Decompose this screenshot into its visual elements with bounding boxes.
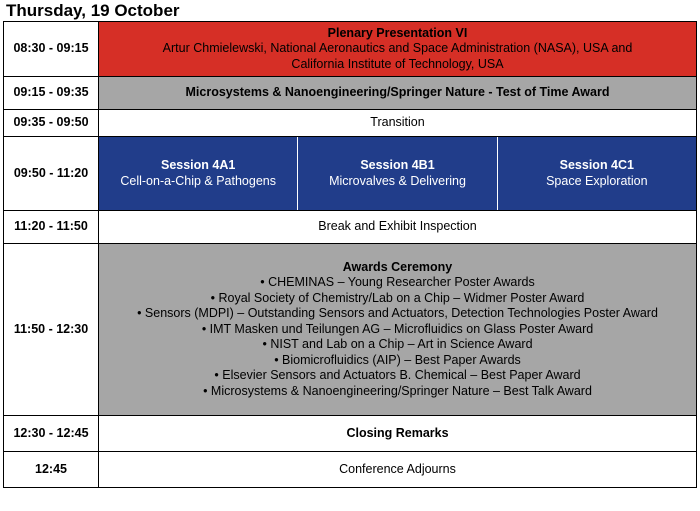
award-item: • Biomicrofluidics (AIP) – Best Paper Awards	[274, 352, 521, 367]
session-code: Session 4C1	[559, 158, 634, 172]
time-cell: 08:30 - 09:15	[4, 22, 99, 77]
award-item: • IMT Masken und Teilungen AG – Microfluidics on Glass Poster Award	[201, 321, 594, 336]
award-item: • Microsystems & Nanoengineering/Springer Nature – Best Talk Award	[203, 383, 592, 398]
session-code: Session 4B1	[360, 158, 435, 172]
row-closing	[4, 416, 697, 452]
plenary-speaker-line-2: California Institute of Technology, USA	[291, 56, 504, 71]
plenary-speaker-line-1: Artur Chmielewski, National Aeronautics and Space Administration (NASA), USA and	[162, 41, 633, 56]
award-item: • Royal Society of Chemistry/Lab on a Chip – Widmer Poster Award	[210, 290, 585, 305]
time-cell: 09:35 - 09:50	[4, 110, 99, 137]
transition-cell: Transition	[99, 110, 697, 137]
row-break	[4, 211, 697, 244]
row-adjourn	[4, 452, 697, 488]
sessions-cell	[99, 137, 697, 211]
schedule-table	[3, 21, 697, 488]
session-topic: Microvalves & Delivering	[329, 173, 466, 188]
row-plenary	[4, 22, 697, 77]
adjourn-cell: Conference Adjourns	[99, 452, 697, 488]
time-cell: 11:20 - 11:50	[4, 211, 99, 244]
time-cell: 09:50 - 11:20	[4, 137, 99, 211]
award-item: • Elsevier Sensors and Actuators B. Chemical – Best Paper Award	[214, 368, 581, 383]
test-of-time-award-cell: Microsystems & Nanoengineering/Springer Nature - Test of Time Award	[99, 77, 697, 110]
time-cell: 09:15 - 09:35	[4, 77, 99, 110]
day-title: Thursday, 19 October	[6, 1, 180, 20]
closing-remarks-cell: Closing Remarks	[99, 416, 697, 452]
award-item: • Sensors (MDPI) – Outstanding Sensors and Actuators, Detection Technologies Poster Award	[137, 306, 658, 321]
row-transition	[4, 110, 697, 137]
time-cell: 12:30 - 12:45	[4, 416, 99, 452]
session-code: Session 4A1	[160, 158, 236, 172]
session-4b1	[297, 137, 496, 210]
awards-title: Awards Ceremony	[342, 259, 453, 274]
session-topic: Cell-on-a-Chip & Pathogens	[120, 173, 276, 188]
break-cell: Break and Exhibit Inspection	[99, 211, 697, 244]
row-sessions	[4, 137, 697, 211]
plenary-title: Plenary Presentation VI	[327, 25, 468, 40]
row-awards-ceremony	[4, 244, 697, 416]
award-item: • CHEMINAS – Young Researcher Poster Awards	[260, 275, 535, 290]
awards-ceremony-cell	[99, 244, 697, 416]
session-4c1	[497, 137, 696, 210]
time-cell: 11:50 - 12:30	[4, 244, 99, 416]
session-4a1	[99, 137, 297, 210]
session-topic: Space Exploration	[546, 173, 648, 188]
award-item: • NIST and Lab on a Chip – Art in Science Award	[262, 337, 533, 352]
time-cell: 12:45	[4, 452, 99, 488]
row-test-of-time-award	[4, 77, 697, 110]
plenary-cell	[99, 22, 697, 77]
